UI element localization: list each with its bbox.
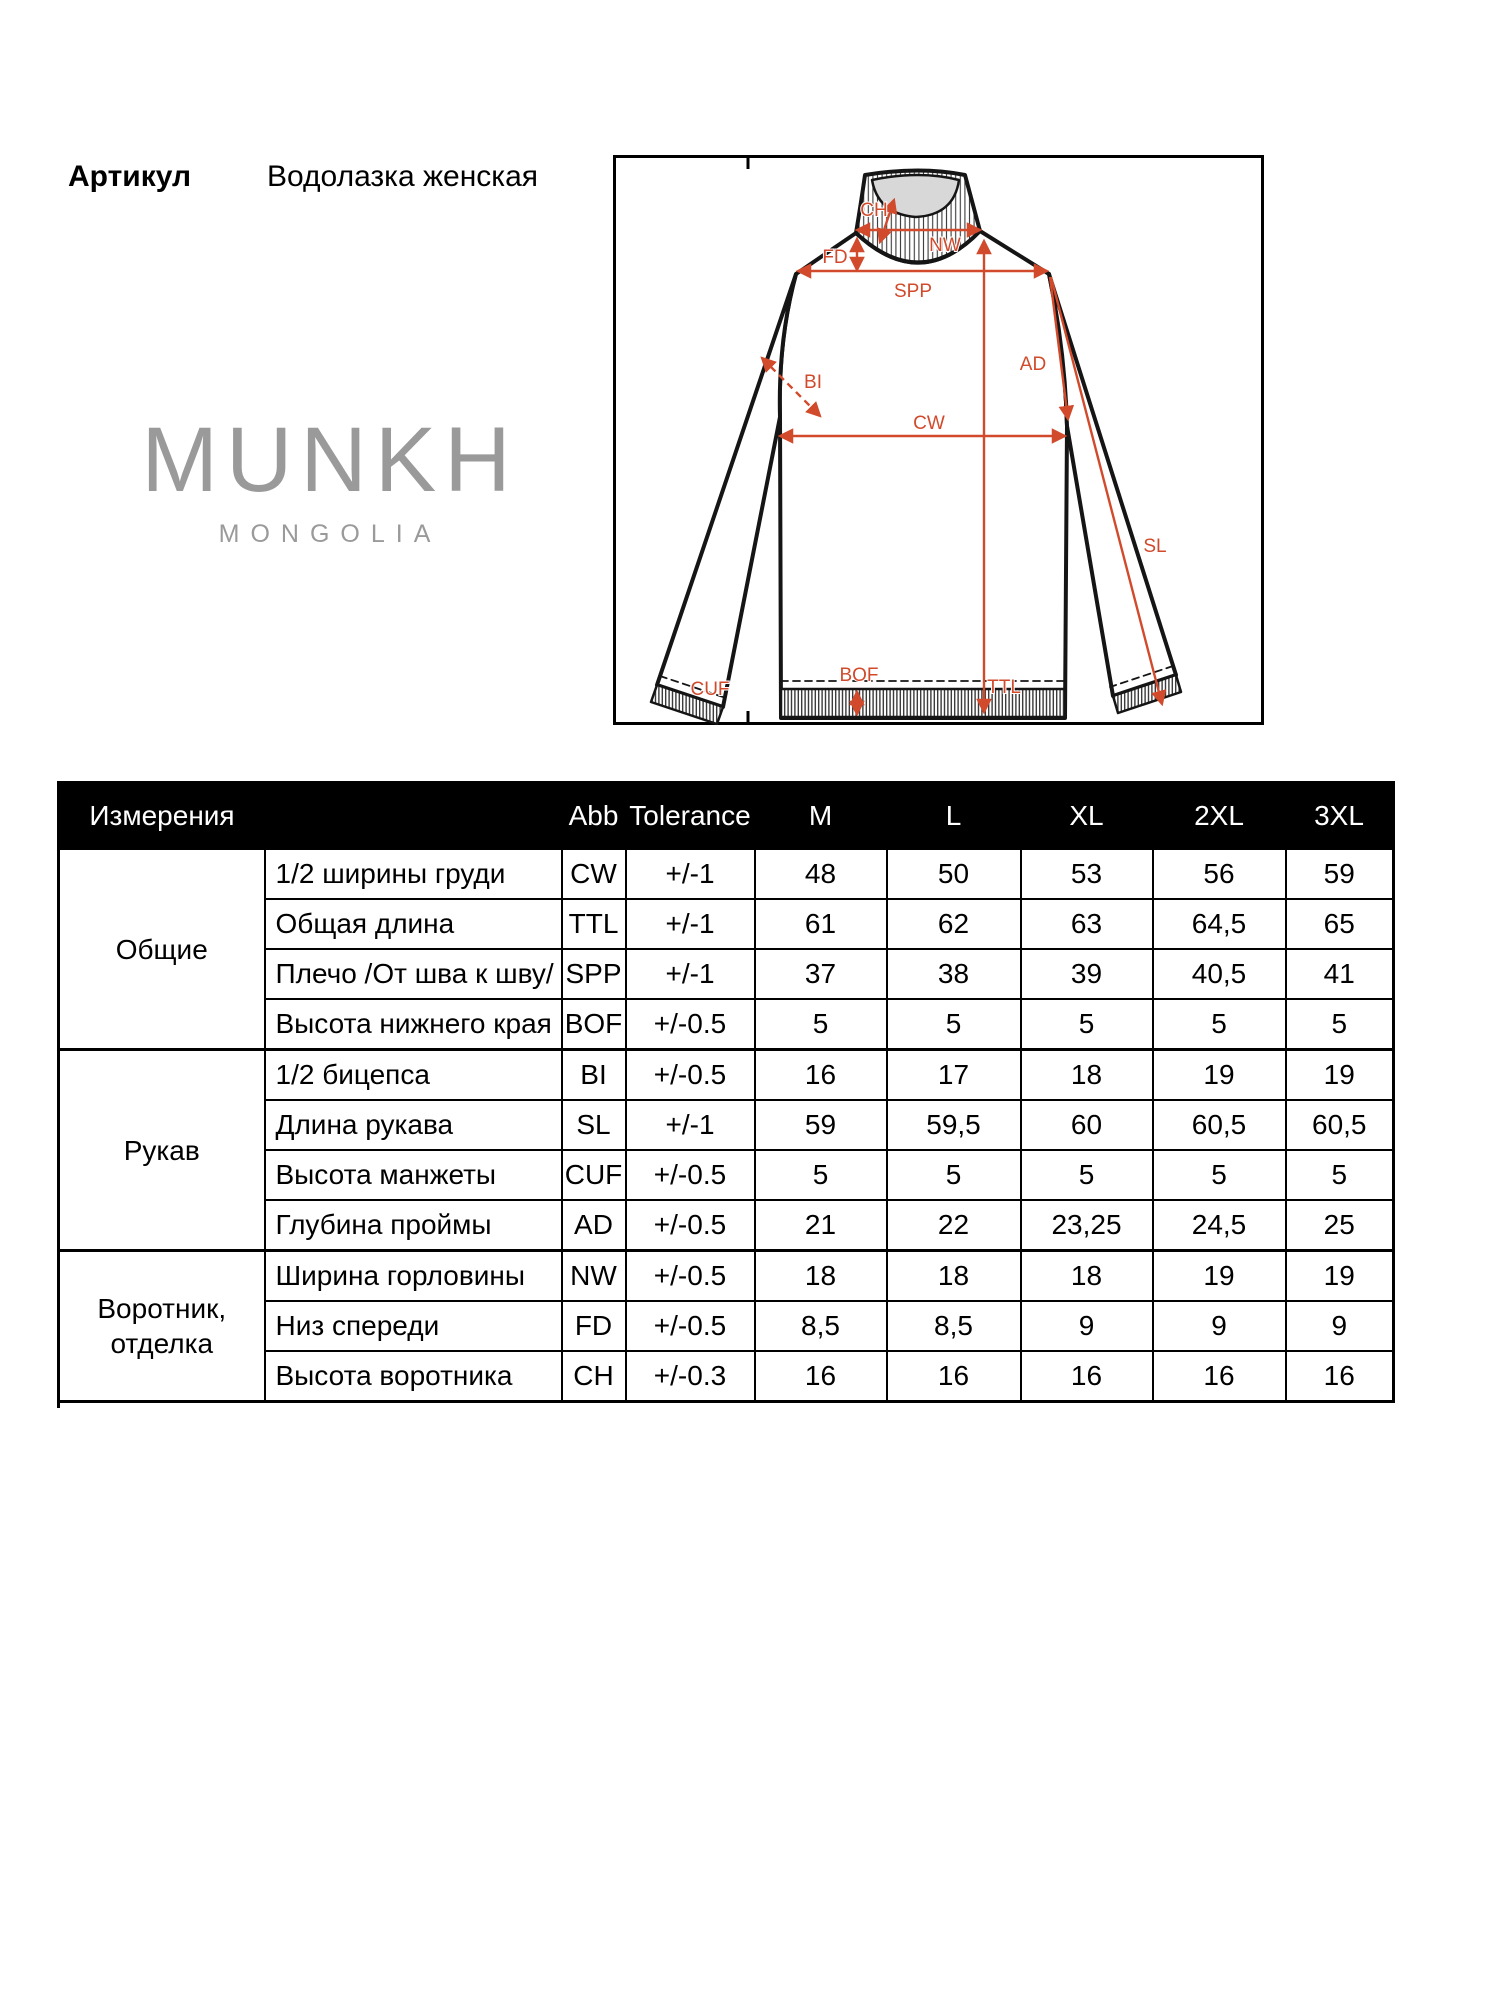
- size-value: 18: [1021, 1050, 1153, 1101]
- measure-tolerance: +/-0.5: [626, 1150, 755, 1200]
- table-row: [59, 1050, 1394, 1101]
- size-value: 24,5: [1153, 1200, 1286, 1251]
- size-value: 18: [887, 1251, 1021, 1302]
- size-value: 48: [755, 849, 887, 899]
- measure-name: 1/2 ширины груди: [265, 849, 562, 899]
- size-value: 63: [1021, 899, 1153, 949]
- size-value: 5: [1021, 999, 1153, 1050]
- measure-tolerance: +/-0.5: [626, 1050, 755, 1101]
- measure-abb: BOF: [562, 999, 626, 1050]
- measure-tolerance: +/-0.5: [626, 1301, 755, 1351]
- measure-name: 1/2 бицепса: [265, 1050, 562, 1101]
- size-value: 16: [887, 1351, 1021, 1402]
- measure-abb: SPP: [562, 949, 626, 999]
- size-value: 5: [1153, 1150, 1286, 1200]
- group-cell-sleeve: Рукав: [59, 1050, 265, 1251]
- size-value: 64,5: [1153, 899, 1286, 949]
- diagram-label-sl: SL: [1143, 536, 1167, 557]
- size-value: 65: [1286, 899, 1394, 949]
- size-value: 25: [1286, 1200, 1394, 1251]
- measure-name: Глубина проймы: [265, 1200, 562, 1251]
- header-size-xl: XL: [1021, 783, 1153, 850]
- size-value: 59,5: [887, 1100, 1021, 1150]
- diagram-label-spp: SPP: [893, 281, 933, 302]
- measure-abb: TTL: [562, 899, 626, 949]
- size-value: 8,5: [755, 1301, 887, 1351]
- size-value: 16: [755, 1050, 887, 1101]
- measure-tolerance: +/-1: [626, 899, 755, 949]
- size-value: 5: [755, 1150, 887, 1200]
- measure-tolerance: +/-0.5: [626, 999, 755, 1050]
- size-value: 59: [755, 1100, 887, 1150]
- diagram-label-nw: NW: [929, 235, 961, 256]
- measure-name: Длина рукава: [265, 1100, 562, 1150]
- header-size-3xl: 3XL: [1286, 783, 1394, 850]
- size-value: 60,5: [1153, 1100, 1286, 1150]
- size-value: 38: [887, 949, 1021, 999]
- size-value: 37: [755, 949, 887, 999]
- size-value: 5: [1286, 999, 1394, 1050]
- size-value: 5: [1286, 1150, 1394, 1200]
- header-size-l: L: [887, 783, 1021, 850]
- measure-name: Ширина горловины: [265, 1251, 562, 1302]
- measure-tolerance: +/-1: [626, 1100, 755, 1150]
- group-cell-general: Общие: [59, 849, 265, 1050]
- measure-abb: CW: [562, 849, 626, 899]
- size-value: 9: [1286, 1301, 1394, 1351]
- measurements-table: [57, 781, 1395, 1403]
- table-left-border-tail: [57, 1395, 60, 1408]
- measure-tolerance: +/-0.5: [626, 1251, 755, 1302]
- size-value: 21: [755, 1200, 887, 1251]
- table-row: [59, 1251, 1394, 1302]
- size-value: 19: [1286, 1251, 1394, 1302]
- measure-name: Высота воротника: [265, 1351, 562, 1402]
- size-value: 56: [1153, 849, 1286, 899]
- article-label: Артикул: [68, 160, 192, 193]
- size-value: 60: [1021, 1100, 1153, 1150]
- measure-name: Плечо /От шва к шву/: [265, 949, 562, 999]
- measure-name: Высота нижнего края: [265, 999, 562, 1050]
- header-size-m: M: [755, 783, 887, 850]
- size-value: 40,5: [1153, 949, 1286, 999]
- size-value: 16: [755, 1351, 887, 1402]
- measure-tolerance: +/-0.5: [626, 1200, 755, 1251]
- table-row: [59, 849, 1394, 899]
- size-value: 60,5: [1286, 1100, 1394, 1150]
- size-value: 8,5: [887, 1301, 1021, 1351]
- measure-name: Общая длина: [265, 899, 562, 949]
- size-value: 50: [887, 849, 1021, 899]
- size-value: 23,25: [1021, 1200, 1153, 1251]
- table-header-row: [59, 783, 1394, 850]
- measure-abb: BI: [562, 1050, 626, 1101]
- size-value: 5: [1021, 1150, 1153, 1200]
- header-spacer: [265, 783, 562, 850]
- measure-abb: NW: [562, 1251, 626, 1302]
- brand-logo-subtitle: MONGOLIA: [218, 520, 442, 548]
- header-abb: Abb: [562, 783, 626, 850]
- size-value: 5: [755, 999, 887, 1050]
- measure-tolerance: +/-1: [626, 949, 755, 999]
- measure-tolerance: +/-1: [626, 849, 755, 899]
- size-value: 5: [887, 999, 1021, 1050]
- size-value: 62: [887, 899, 1021, 949]
- diagram-label-cw: CW: [913, 413, 945, 434]
- diagram-label-ad: AD: [1019, 354, 1047, 375]
- diagram-label-bof: BOF: [839, 665, 879, 686]
- size-value: 16: [1286, 1351, 1394, 1402]
- size-value: 9: [1153, 1301, 1286, 1351]
- measure-name: Высота манжеты: [265, 1150, 562, 1200]
- size-value: 59: [1286, 849, 1394, 899]
- diagram-label-cuf: CUF: [690, 679, 730, 700]
- header-tolerance: Tolerance: [626, 783, 755, 850]
- header-measure: Измерения: [59, 783, 265, 850]
- size-value: 9: [1021, 1301, 1153, 1351]
- size-value: 18: [755, 1251, 887, 1302]
- size-value: 53: [1021, 849, 1153, 899]
- size-value: 18: [1021, 1251, 1153, 1302]
- garment-measurement-diagram: [613, 155, 1264, 725]
- group-cell-collar: Воротник, отделка: [59, 1251, 265, 1402]
- measure-tolerance: +/-0.3: [626, 1351, 755, 1402]
- size-value: 17: [887, 1050, 1021, 1101]
- header-size-2xl: 2XL: [1153, 783, 1286, 850]
- measure-abb: CUF: [562, 1150, 626, 1200]
- measure-abb: AD: [562, 1200, 626, 1251]
- measure-abb: FD: [562, 1301, 626, 1351]
- measure-name: Низ спереди: [265, 1301, 562, 1351]
- size-value: 16: [1021, 1351, 1153, 1402]
- size-value: 39: [1021, 949, 1153, 999]
- hem-rib-band: [781, 689, 1065, 717]
- measure-abb: CH: [562, 1351, 626, 1402]
- size-value: 19: [1286, 1050, 1394, 1101]
- size-value: 5: [887, 1150, 1021, 1200]
- size-value: 61: [755, 899, 887, 949]
- size-value: 5: [1153, 999, 1286, 1050]
- diagram-label-fd: FD: [822, 247, 848, 268]
- size-value: 41: [1286, 949, 1394, 999]
- diagram-label-ch: CH: [860, 200, 888, 221]
- diagram-label-bi: BI: [804, 372, 822, 393]
- brand-logo: MUNKH: [141, 409, 519, 511]
- size-value: 16: [1153, 1351, 1286, 1402]
- sweater-body: [780, 231, 1067, 718]
- size-value: 19: [1153, 1251, 1286, 1302]
- diagram-label-ttl: TTL: [987, 677, 1021, 698]
- size-value: 19: [1153, 1050, 1286, 1101]
- measure-abb: SL: [562, 1100, 626, 1150]
- size-value: 22: [887, 1200, 1021, 1251]
- article-value: Водолазка женская: [267, 160, 539, 193]
